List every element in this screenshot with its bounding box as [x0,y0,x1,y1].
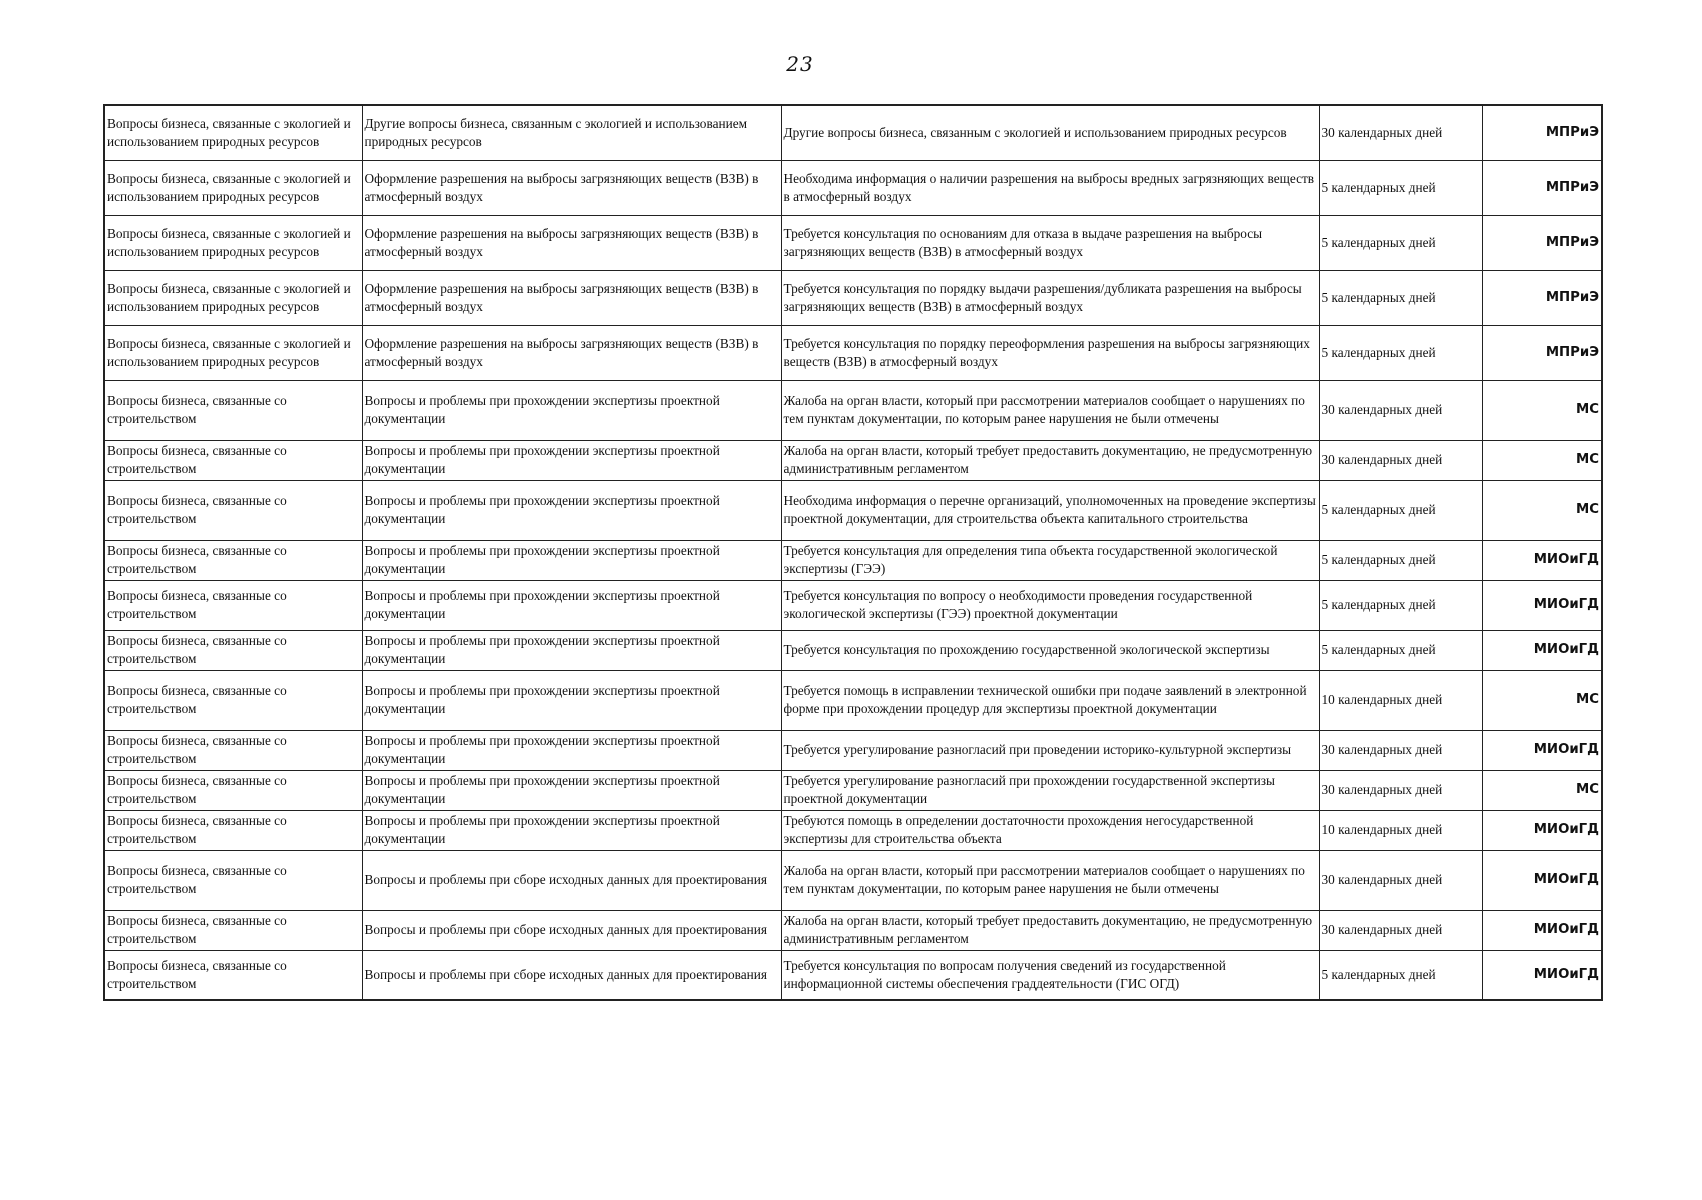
topic-cell: Вопросы и проблемы при сборе исходных данных для проектирования [362,950,781,1000]
topic-cell: Другие вопросы бизнеса, связанным с экологией и использованием природных ресурсов [362,105,781,160]
agency-cell: МПРиЭ [1482,325,1602,380]
term-cell: 5 календарных дней [1319,580,1482,630]
topic-cell: Вопросы и проблемы при прохождении экспертизы проектной документации [362,670,781,730]
question-cell: Требуется консультация для определения типа объекта государственной экологической экспертизы (ГЭЭ) [781,540,1319,580]
term-cell: 10 календарных дней [1319,670,1482,730]
question-cell: Жалоба на орган власти, который требует предоставить документацию, не предусмотренную административным регламентом [781,440,1319,480]
category-cell: Вопросы бизнеса, связанные со строительством [104,380,362,440]
topic-cell: Вопросы и проблемы при прохождении экспертизы проектной документации [362,580,781,630]
question-cell: Другие вопросы бизнеса, связанным с экологией и использованием природных ресурсов [781,105,1319,160]
agency-cell: МИОиГД [1482,950,1602,1000]
table-row [104,480,1602,540]
term-cell: 30 календарных дней [1319,730,1482,770]
question-cell: Требуется консультация по порядку переоформления разрешения на выбросы загрязняющих веществ (ВЗВ) в атмосферный воздух [781,325,1319,380]
topic-cell: Вопросы и проблемы при сборе исходных данных для проектирования [362,910,781,950]
category-cell: Вопросы бизнеса, связанные с экологией и использованием природных ресурсов [104,270,362,325]
agency-cell: МИОиГД [1482,580,1602,630]
table-row [104,850,1602,910]
table-row [104,540,1602,580]
question-cell: Жалоба на орган власти, который требует предоставить документацию, не предусмотренную административным регламентом [781,910,1319,950]
table-row [104,215,1602,270]
term-cell: 5 календарных дней [1319,215,1482,270]
agency-cell: МС [1482,670,1602,730]
term-cell: 30 календарных дней [1319,850,1482,910]
agency-cell: МИОиГД [1482,810,1602,850]
agency-cell: МПРиЭ [1482,160,1602,215]
page-number: 23 [786,52,814,76]
term-cell: 30 календарных дней [1319,910,1482,950]
question-cell: Требуется консультация по порядку выдачи разрешения/дубликата разрешения на выбросы загрязняющих веществ (ВЗВ) в атмосферный воздух [781,270,1319,325]
category-cell: Вопросы бизнеса, связанные со строительством [104,580,362,630]
term-cell: 5 календарных дней [1319,950,1482,1000]
category-cell: Вопросы бизнеса, связанные с экологией и использованием природных ресурсов [104,325,362,380]
topic-cell: Оформление разрешения на выбросы загрязняющих веществ (ВЗВ) в атмосферный воздух [362,160,781,215]
table-row [104,950,1602,1000]
topic-cell: Оформление разрешения на выбросы загрязняющих веществ (ВЗВ) в атмосферный воздух [362,270,781,325]
term-cell: 5 календарных дней [1319,630,1482,670]
category-cell: Вопросы бизнеса, связанные со строительством [104,630,362,670]
agency-cell: МИОиГД [1482,910,1602,950]
topic-cell: Оформление разрешения на выбросы загрязняющих веществ (ВЗВ) в атмосферный воздух [362,325,781,380]
term-cell: 30 календарных дней [1319,440,1482,480]
agency-cell: МИОиГД [1482,730,1602,770]
category-cell: Вопросы бизнеса, связанные с экологией и использованием природных ресурсов [104,160,362,215]
topic-cell: Вопросы и проблемы при сборе исходных данных для проектирования [362,850,781,910]
term-cell: 30 календарных дней [1319,380,1482,440]
question-cell: Необходима информация о перечне организаций, уполномоченных на проведение экспертизы проектной документации, для строительства объекта капитального строительства [781,480,1319,540]
question-cell: Жалоба на орган власти, который при рассмотрении материалов сообщает о нарушениях по тем пунктам документации, по которым ранее нарушения не были отмечены [781,850,1319,910]
agency-cell: МИОиГД [1482,850,1602,910]
term-cell: 5 календарных дней [1319,325,1482,380]
category-cell: Вопросы бизнеса, связанные с экологией и использованием природных ресурсов [104,215,362,270]
category-cell: Вопросы бизнеса, связанные со строительством [104,480,362,540]
question-cell: Требуется урегулирование разногласий при прохождении государственной экспертизы проектной документации [781,770,1319,810]
topic-cell: Вопросы и проблемы при прохождении экспертизы проектной документации [362,440,781,480]
table-row [104,730,1602,770]
table-row [104,810,1602,850]
question-cell: Требуется консультация по основаниям для отказа в выдаче разрешения на выбросы загрязняющих веществ (ВЗВ) в атмосферный воздух [781,215,1319,270]
category-cell: Вопросы бизнеса, связанные со строительством [104,730,362,770]
table-row [104,160,1602,215]
agency-cell: МС [1482,440,1602,480]
table-row [104,910,1602,950]
topic-cell: Вопросы и проблемы при прохождении экспертизы проектной документации [362,380,781,440]
agency-cell: МС [1482,480,1602,540]
question-cell: Требуется помощь в исправлении технической ошибки при подаче заявлений в электронной форме при прохождении процедур для экспертизы проектной документации [781,670,1319,730]
table-row [104,380,1602,440]
category-cell: Вопросы бизнеса, связанные со строительством [104,950,362,1000]
question-cell: Необходима информация о наличии разрешения на выбросы вредных загрязняющих веществ в атмосферный воздух [781,160,1319,215]
agency-cell: МС [1482,770,1602,810]
term-cell: 30 календарных дней [1319,770,1482,810]
topic-cell: Вопросы и проблемы при прохождении экспертизы проектной документации [362,770,781,810]
term-cell: 5 календарных дней [1319,540,1482,580]
agency-cell: МИОиГД [1482,540,1602,580]
term-cell: 5 календарных дней [1319,270,1482,325]
agency-cell: МПРиЭ [1482,215,1602,270]
agency-cell: МПРиЭ [1482,270,1602,325]
question-cell: Требуется урегулирование разногласий при проведении историко-культурной экспертизы [781,730,1319,770]
term-cell: 10 календарных дней [1319,810,1482,850]
table-row [104,580,1602,630]
term-cell: 30 календарных дней [1319,105,1482,160]
topic-cell: Вопросы и проблемы при прохождении экспертизы проектной документации [362,730,781,770]
category-cell: Вопросы бизнеса, связанные со строительством [104,670,362,730]
table-row [104,440,1602,480]
category-cell: Вопросы бизнеса, связанные со строительством [104,540,362,580]
topic-cell: Вопросы и проблемы при прохождении экспертизы проектной документации [362,480,781,540]
category-cell: Вопросы бизнеса, связанные с экологией и использованием природных ресурсов [104,105,362,160]
table-row [104,670,1602,730]
services-table [103,104,1603,1001]
category-cell: Вопросы бизнеса, связанные со строительством [104,910,362,950]
question-cell: Требуются помощь в определении достаточности прохождения негосударственной экспертизы для строительства объекта [781,810,1319,850]
agency-cell: МПРиЭ [1482,105,1602,160]
question-cell: Требуется консультация по вопросам получения сведений из государственной информационной системы обеспечения граддеятельности (ГИС ОГД) [781,950,1319,1000]
topic-cell: Вопросы и проблемы при прохождении экспертизы проектной документации [362,810,781,850]
category-cell: Вопросы бизнеса, связанные со строительством [104,770,362,810]
table-row [104,325,1602,380]
question-cell: Требуется консультация по прохождению государственной экологической экспертизы [781,630,1319,670]
table-row [104,630,1602,670]
question-cell: Жалоба на орган власти, который при рассмотрении материалов сообщает о нарушениях по тем пунктам документации, по которым ранее нарушения не были отмечены [781,380,1319,440]
agency-cell: МИОиГД [1482,630,1602,670]
topic-cell: Вопросы и проблемы при прохождении экспертизы проектной документации [362,540,781,580]
question-cell: Требуется консультация по вопросу о необходимости проведения государственной экологической экспертизы (ГЭЭ) проектной документации [781,580,1319,630]
category-cell: Вопросы бизнеса, связанные со строительством [104,850,362,910]
table-row [104,770,1602,810]
topic-cell: Вопросы и проблемы при прохождении экспертизы проектной документации [362,630,781,670]
category-cell: Вопросы бизнеса, связанные со строительством [104,440,362,480]
term-cell: 5 календарных дней [1319,160,1482,215]
table-row [104,270,1602,325]
table-row [104,105,1602,160]
category-cell: Вопросы бизнеса, связанные со строительством [104,810,362,850]
term-cell: 5 календарных дней [1319,480,1482,540]
topic-cell: Оформление разрешения на выбросы загрязняющих веществ (ВЗВ) в атмосферный воздух [362,215,781,270]
agency-cell: МС [1482,380,1602,440]
